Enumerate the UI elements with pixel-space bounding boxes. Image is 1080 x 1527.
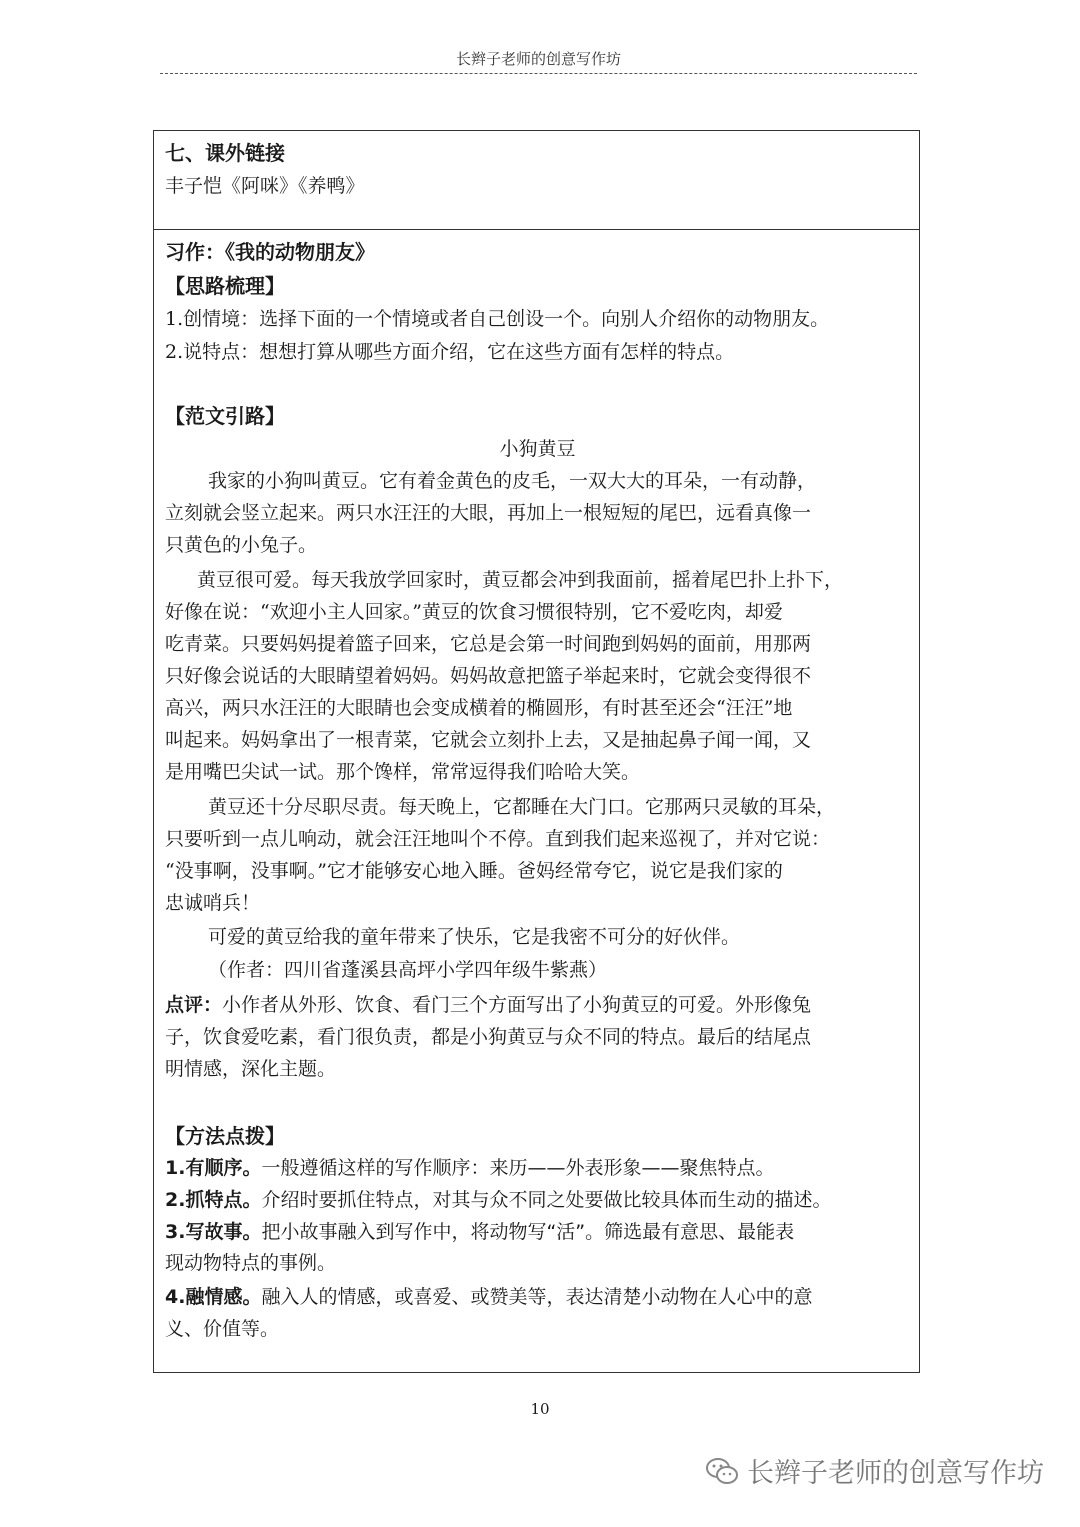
essay-line: 是用嘴巴尖试一试。那个馋样，常常逗得我们哈哈大笑。: [165, 761, 641, 783]
essay-line: “没事啊，没事啊。”它才能够安心地入睡。爸妈经常夸它，说它是我们家的: [165, 860, 783, 882]
essay-line: 黄豆很可爱。每天我放学回家时，黄豆都会冲到我面前，摇着尾巴扑上扑下，: [197, 569, 844, 591]
comment-label: 点评：: [165, 994, 223, 1016]
section7-text: 丰子恺《阿咪》《养鸭》: [165, 175, 365, 197]
comment-line: 明情感，深化主题。: [165, 1058, 337, 1080]
essay-line: 吃青菜。只要妈妈提着篮子回来，它总是会第一时间跑到妈妈的面前，用那两: [165, 633, 812, 655]
comment-text: 小作者从外形、饮食、看门三个方面写出了小狗黄豆的可爱。外形像兔: [222, 994, 812, 1016]
essay-line: 只黄色的小兔子。: [165, 534, 318, 556]
method-item: 4.融情感。融入人的情感，或喜爱、或赞美等，表达清楚小动物在人心中的意: [165, 1286, 813, 1308]
essay-line: 高兴，两只水汪汪的大眼睛也会变成横着的椭圆形，有时甚至还会“汪汪”地: [165, 697, 793, 719]
thinking-heading: 【思路梳理】: [165, 274, 285, 298]
essay-line: 可爱的黄豆给我的童年带来了快乐，它是我密不可分的好伙伴。: [208, 926, 741, 948]
essay-line: 黄豆还十分尽职尽责。每天晚上，它都睡在大门口。它那两只灵敏的耳朵，: [208, 796, 836, 818]
essay-line: 好像在说：“欢迎小主人回家。”黄豆的饮食习惯很特别，它不爱吃肉，却爱: [165, 601, 783, 623]
essay-author: （作者：四川省蓬溪县高坪小学四年级牛紫燕）: [208, 959, 608, 981]
thinking-item: 2.说特点：想想打算从哪些方面介绍，它在这些方面有怎样的特点。: [165, 341, 735, 363]
essay-line: 只要听到一点儿响动，就会汪汪地叫个不停。直到我们起来巡视了，并对它说：: [165, 828, 831, 850]
method-item: 3.写故事。把小故事融入到写作中，将动物写“活”。筛选最有意思、最能表: [165, 1221, 795, 1243]
sample-heading: 【范文引路】: [165, 404, 285, 428]
page-number: 10: [530, 1400, 550, 1418]
exercise-title: 习作：《我的动物朋友》: [165, 240, 375, 264]
section7-heading: 七、课外链接: [165, 141, 285, 165]
essay-line: 我家的小狗叫黄豆。它有着金黄色的皮毛，一双大大的耳朵，一有动静，: [208, 470, 817, 492]
essay-title: 小狗黄豆: [499, 438, 576, 460]
method-item: 现动物特点的事例。: [165, 1252, 337, 1274]
watermark-text: 长辫子老师的创意写作坊: [747, 1458, 1044, 1489]
method-item: 1.有顺序。一般遵循这样的写作顺序：来历——外表形象——聚焦特点。: [165, 1157, 775, 1179]
essay-line: 只好像会说话的大眼睛望着妈妈。妈妈故意把篮子举起来时，它就会变得很不: [165, 665, 812, 687]
comment-line: 子，饮食爱吃素，看门很负责，都是小狗黄豆与众不同的特点。最后的结尾点: [165, 1026, 812, 1048]
wechat-icon: [705, 1456, 739, 1486]
header-divider: [160, 73, 917, 74]
essay-line: 立刻就会竖立起来。两只水汪汪的大眼，再加上一根短短的尾巴，远看真像一: [165, 502, 812, 524]
page-header-title: 长辫子老师的创意写作坊: [455, 50, 621, 68]
method-item: 义、价值等。: [165, 1318, 280, 1340]
essay-line: 忠诚哨兵！: [165, 892, 261, 914]
comment-first-line: [165, 990, 811, 1017]
essay-line: 叫起来。妈妈拿出了一根青菜，它就会立刻扑上去，又是抽起鼻子闻一闻，又: [165, 729, 812, 751]
watermark: [705, 1451, 1044, 1490]
thinking-item: 1.创情境：选择下面的一个情境或者自己创设一个。向别人介绍你的动物朋友。: [165, 308, 830, 330]
method-heading: 【方法点拨】: [165, 1124, 285, 1148]
method-item: 2.抓特点。介绍时要抓住特点，对其与众不同之处要做比较具体而生动的描述。: [165, 1189, 832, 1211]
